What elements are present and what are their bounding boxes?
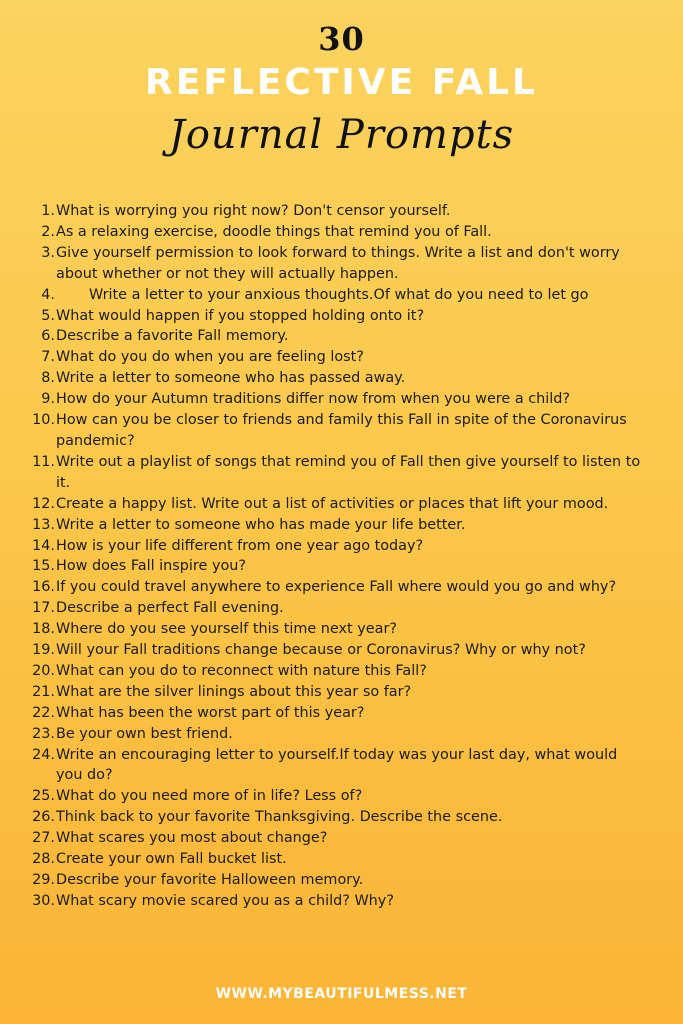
item-text: Describe your favorite Halloween memory. [56,872,364,888]
item-number: 15. [32,558,55,575]
item-number: 13. [32,516,55,533]
list-item [0,703,683,724]
list-item [0,306,683,327]
list-item [0,619,683,640]
list-item [0,870,683,891]
list-item [0,661,683,682]
item-text: What has been the worst part of this year? [56,704,365,721]
item-text: Write an encouraging letter to yourself.If today was your last day, what would you do? [56,746,618,784]
list-item [0,807,683,828]
item-number: 21. [32,683,55,700]
item-text: Write a letter to someone who has made your life better. [56,516,466,533]
item-text: Write out a playlist of songs that remind you of Fall then give yourself to listen to it. [56,453,641,491]
list-item [0,222,683,243]
list-item [0,285,683,306]
list-item [0,828,683,849]
item-text: If you could travel anywhere to experience Fall where would you go and why? [56,579,617,596]
list-item [0,243,683,285]
item-number: 16. [32,579,55,596]
item-text: As a relaxing exercise, doodle things that remind you of Fall. [56,223,492,240]
item-number: 30. [32,892,55,909]
item-number: 10. [32,412,55,429]
item-text: Describe a perfect Fall evening. [56,600,284,617]
item-number: 14. [32,537,55,554]
item-text: What are the silver linings about this year so far? [56,683,412,700]
item-text: Give yourself permission to look forward to things. Write a list and don't worry about whether or not they will actually happen. [56,244,620,282]
website-link[interactable]: WWW.MYBEAUTIFULMESS.NET [215,986,468,1002]
item-number: 28. [32,851,55,868]
item-text: What would happen if you stopped holding onto it? [56,307,425,324]
list-item [0,724,683,745]
item-number: 2. [41,223,55,240]
list-item [0,849,683,870]
item-text: How is your life different from one year ago today? [56,537,424,554]
list-item [0,891,683,912]
item-text: Create your own Fall bucket list. [56,851,287,868]
list-item [0,598,683,619]
item-number: 24. [32,746,55,763]
header-subtitle: Journal Prompts [168,112,515,158]
item-text: How can you be closer to friends and family this Fall in spite of the Coronavirus pandemic? [56,412,627,449]
list-item [0,410,683,452]
item-number: 4. [41,286,55,303]
item-text: What scares you most about change? [56,830,328,847]
item-text: How do your Autumn traditions differ now from when you were a child? [56,391,571,408]
item-number: 25. [32,788,55,805]
header-number: 30 [318,20,365,58]
item-number: 5. [41,307,55,324]
item-text: What can you do to reconnect with nature this Fall? [56,662,427,679]
item-number: 27. [32,830,55,847]
item-number: 3. [41,244,55,261]
item-text: How does Fall inspire you? [56,558,247,575]
item-text: Be your own best friend. [56,725,233,742]
item-text: Where do you see yourself this time next year? [56,621,398,638]
list-item [0,640,683,661]
item-number: 29. [32,872,55,888]
list-item [0,536,683,557]
list-item [0,201,683,222]
prompt-list [0,201,683,912]
list-item [0,577,683,598]
item-text: What is worrying you right now? Don't censor yourself. [56,203,451,219]
list-item [0,389,683,410]
item-number: 8. [41,370,55,387]
item-number: 11. [32,453,55,470]
item-number: 17. [32,600,55,617]
item-number: 23. [32,725,55,742]
item-number: 6. [41,328,55,345]
item-text: What do you do when you are feeling lost? [56,349,364,366]
item-number: 7. [41,349,55,366]
item-text: Create a happy list. Write out a list of activities or places that lift your mood. [56,495,609,512]
list-item [0,452,683,494]
header-title: REFLECTIVE FALL [145,62,538,103]
item-number: 26. [32,809,55,826]
item-text: Will your Fall traditions change because or Coronavirus? Why or why not? [56,642,586,659]
list-item [0,347,683,368]
item-text: Write a letter to someone who has passed away. [56,370,406,387]
list-item [0,682,683,703]
item-text: Write a letter to your anxious thoughts.Of what do you need to let go [89,286,589,303]
item-text: Describe a favorite Fall memory. [56,328,289,345]
item-number: 19. [32,642,55,659]
list-item [0,494,683,515]
list-item [0,745,683,787]
list-item [0,515,683,536]
item-text: Think back to your favorite Thanksgiving. Describe the scene. [56,809,503,826]
item-number: 1. [41,203,55,219]
item-text: What scary movie scared you as a child? Why? [56,892,394,909]
list-item [0,556,683,577]
item-number: 18. [32,621,55,638]
item-number: 9. [41,391,55,408]
list-item [0,786,683,807]
list-item [0,326,683,347]
item-text: What do you need more of in life? Less of? [56,788,363,805]
list-item [0,368,683,389]
item-number: 22. [32,704,55,721]
item-number: 12. [32,495,55,512]
item-number: 20. [32,662,55,679]
